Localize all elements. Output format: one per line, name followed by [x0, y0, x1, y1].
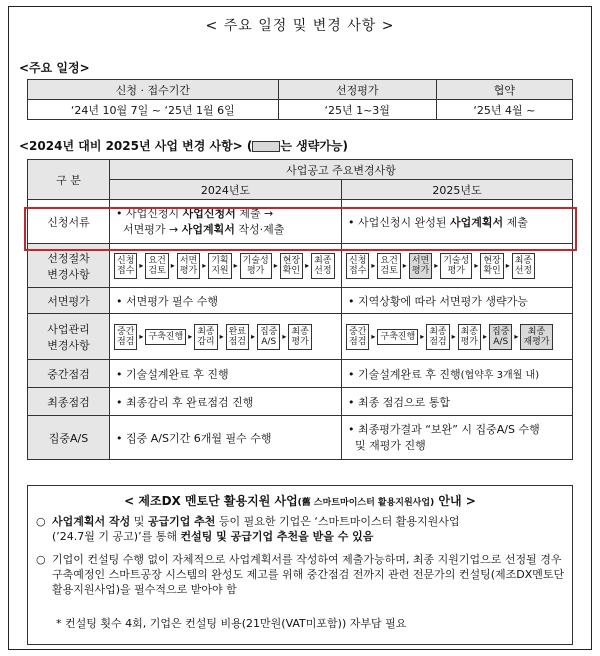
- row-label-as: 집중A/S: [28, 416, 110, 460]
- step-arrow-icon: ▸: [233, 261, 238, 270]
- step-arrow-icon: ▸: [273, 261, 278, 270]
- process-step: 완료 점검: [226, 324, 249, 350]
- bullet-1: ○: [36, 515, 46, 528]
- step-arrow-icon: ▸: [402, 261, 407, 270]
- process-step: 현장 확인: [480, 253, 503, 279]
- as-2025-b: 및 재평가 진행: [355, 438, 426, 452]
- docs-2024-d: 서면평가 →: [123, 222, 182, 236]
- support-para-1: [36, 514, 568, 544]
- row-label-docs: 신청서류: [28, 200, 110, 244]
- notice-page: [8, 6, 592, 650]
- midcheck-2025: [342, 360, 573, 388]
- support-title-a: < 제조DX 멘토단 활용지원 사업: [124, 494, 298, 508]
- row-label-midcheck: 중간점검: [28, 360, 110, 388]
- midcheck-2024: • 기술설계완료 후 진행: [110, 360, 342, 388]
- p1-f: 컨설팅 및 공급기업 추천을 받을 수 있음: [180, 530, 374, 543]
- step-arrow-icon: ▸: [451, 332, 456, 341]
- step-arrow-icon: ▸: [474, 261, 479, 270]
- step-arrow-icon: ▸: [170, 261, 175, 270]
- written-2025: • 지역상황에 따라 서면평가 생략가능: [342, 288, 573, 314]
- management-2025: [342, 314, 573, 360]
- midcheck-2025-a: • 기술설계완료 후 진행: [348, 367, 461, 381]
- management-2025-steps: [342, 324, 572, 350]
- finalcheck-2025: • 최종 점검으로 통합: [342, 388, 573, 416]
- support-title-c: 안내 >: [434, 494, 476, 508]
- process-step: 최종 감리: [194, 324, 217, 350]
- step-arrow-icon: ▸: [434, 261, 439, 270]
- process-step: 최종 평가: [458, 324, 481, 350]
- process-step: 최종 재평가: [520, 324, 552, 350]
- step-arrow-icon: ▸: [420, 332, 425, 341]
- midcheck-2025-b: (협약후 3개월 내): [460, 369, 540, 381]
- changes-table: [27, 159, 573, 460]
- selection-2024: [110, 244, 342, 288]
- col-2025: 2025년도: [342, 180, 573, 200]
- process-step: 중간 점검: [114, 324, 137, 350]
- col-main: 사업공고 주요변경사항: [110, 160, 573, 180]
- process-step: 집중 A/S: [489, 324, 512, 350]
- row-label-finalcheck: 최종점검: [28, 388, 110, 416]
- process-step: 집중 A/S: [257, 324, 280, 350]
- schedule-value-apply: ‘24년 10월 7일 ~ ‘25년 1월 6일: [28, 100, 279, 120]
- written-2024: • 서면평가 필수 수행: [110, 288, 342, 314]
- process-step: 구축진행: [145, 329, 186, 345]
- p1-c: 공급기업 추천: [147, 515, 216, 528]
- process-step: 서면 평가: [177, 253, 200, 279]
- process-step: 최종 평가: [288, 324, 311, 350]
- support-para-1-text: [52, 514, 568, 544]
- process-step: 서면 평가: [409, 253, 432, 279]
- docs-2024-a: • 사업신청시: [116, 206, 183, 220]
- selection-2024-steps: [110, 253, 341, 279]
- finalcheck-2024: • 최종감리 후 완료점검 진행: [110, 388, 342, 416]
- row-label-management: 사업관리 변경사항: [28, 314, 110, 360]
- docs-2024-f: 작성·제출: [234, 222, 285, 236]
- col-2024: 2024년도: [110, 180, 342, 200]
- docs-2025-b: 사업계획서: [450, 215, 504, 229]
- col-group: 구 분: [28, 160, 110, 200]
- selection-2025: [342, 244, 573, 288]
- process-step: 최종 선정: [311, 253, 334, 279]
- process-step: 기술성 평가: [240, 253, 272, 279]
- process-step: 최종 점검: [426, 324, 449, 350]
- docs-2025: [342, 200, 573, 244]
- schedule-header-eval: 선정평가: [278, 80, 436, 100]
- process-step: 기획 지원: [208, 253, 231, 279]
- management-2024: [110, 314, 342, 360]
- process-step: 요건 검토: [145, 253, 168, 279]
- step-arrow-icon: ▸: [282, 332, 287, 341]
- management-2024-steps: [110, 324, 341, 350]
- support-note: * 컨설팅 횟수 4회, 기업은 컨설팅 비용(21만원(VAT미포함)) 자부담 필요: [56, 617, 407, 630]
- schedule-heading: <주요 일정>: [19, 61, 90, 75]
- changes-heading-text: <2024년 대비 2025년 사업 변경 사항> (: [19, 139, 253, 153]
- p1-e: (’24.7월 기 공고)’를 통해: [52, 530, 181, 543]
- p1-d: 등이 필요한 기업은 ‘스마트마이스터 활용지원사업: [215, 515, 460, 528]
- selection-2025-steps: [342, 253, 572, 279]
- step-arrow-icon: ▸: [371, 261, 376, 270]
- as-2025: [342, 416, 573, 460]
- p1-a: 사업계획서 작성: [52, 515, 131, 528]
- schedule-value-agree: ‘25년 4월 ~: [436, 100, 572, 120]
- docs-2024-c: 제출 →: [235, 206, 274, 220]
- step-arrow-icon: ▸: [505, 261, 510, 270]
- legend-swatch: [252, 141, 280, 152]
- step-arrow-icon: ▸: [514, 332, 519, 341]
- process-step: 신청 접수: [114, 253, 137, 279]
- process-step: 신청 접수: [346, 253, 369, 279]
- schedule-header-agree: 협약: [436, 80, 572, 100]
- schedule-value-eval: ‘25년 1~3월: [278, 100, 436, 120]
- changes-heading-suffix: 는 생략가능): [280, 139, 349, 153]
- support-para-2: [36, 552, 568, 597]
- p1-b: 및: [130, 515, 148, 528]
- docs-2025-a: • 사업신청시 완성된: [348, 215, 450, 229]
- step-arrow-icon: ▸: [188, 332, 193, 341]
- step-arrow-icon: ▸: [483, 332, 488, 341]
- docs-2025-c: 제출: [503, 215, 528, 229]
- as-2024: • 집중 A/S기간 6개월 필수 수행: [110, 416, 342, 460]
- process-step: 현장 확인: [280, 253, 303, 279]
- step-arrow-icon: ▸: [202, 261, 207, 270]
- bullet-2: ○: [36, 553, 46, 566]
- schedule-table: [27, 79, 573, 120]
- process-step: 중간 점검: [346, 324, 369, 350]
- docs-2024-b: 사업신청서: [182, 206, 236, 220]
- process-step: 기술성 평가: [440, 253, 472, 279]
- step-arrow-icon: ▸: [219, 332, 224, 341]
- row-label-selection: 선정절차 변경사항: [28, 244, 110, 288]
- process-step: 구축진행: [377, 329, 418, 345]
- page-title: < 주요 일정 및 변경 사항 >: [205, 18, 395, 34]
- support-title: [28, 492, 572, 509]
- step-arrow-icon: ▸: [371, 332, 376, 341]
- support-box: [27, 485, 573, 645]
- row-label-written: 서면평가: [28, 288, 110, 314]
- schedule-header-apply: 신청 · 접수기간: [28, 80, 279, 100]
- step-arrow-icon: ▸: [305, 261, 310, 270]
- process-step: 최종 선정: [512, 253, 535, 279]
- support-para-2-text: 기업이 컨설팅 수행 없이 자체적으로 사업계획서를 작성하여 제출가능하며, 최종 지원기업으로 선정될 경우 구축예정인 스마트공장 시스템의 완성도 제고를 위해 중간점검 전까지 관련 전문가의 컨설팅(제조DX멘토단 활용지원사업)을 필수적으로 받아야 함: [52, 553, 565, 596]
- docs-2024-e: 사업계획서: [181, 222, 235, 236]
- as-2025-a: • 최종평가결과 “보완” 시 집중A/S 수행: [348, 422, 540, 436]
- step-arrow-icon: ▸: [251, 332, 256, 341]
- support-title-b: (舊 스마트마이스터 활용지원사업): [297, 498, 435, 508]
- step-arrow-icon: ▸: [139, 332, 144, 341]
- step-arrow-icon: ▸: [139, 261, 144, 270]
- docs-2024: [110, 200, 342, 244]
- process-step: 요건 검토: [377, 253, 400, 279]
- changes-heading: [19, 137, 348, 154]
